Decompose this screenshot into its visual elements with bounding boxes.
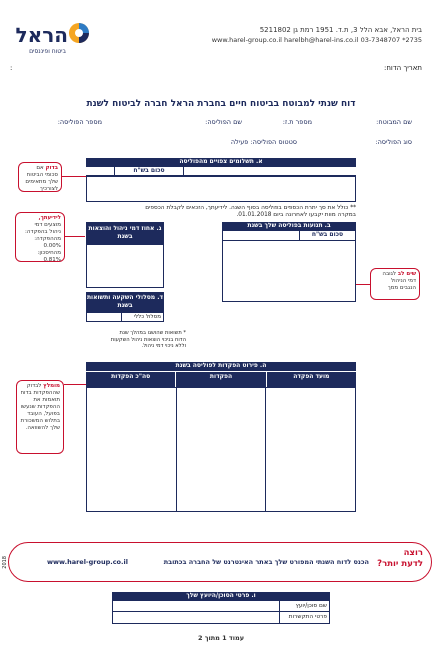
id-number-label: מספר ת.ז: [282, 118, 312, 126]
report-date-colon: : [10, 64, 13, 72]
section-c-title: ג. אחוז דמי ניהול והוצאות בשנת [86, 222, 164, 244]
note-fyi-connector [65, 236, 85, 237]
section-f-title: ו. פרטי הסוכן/היועץ שלך [112, 592, 330, 600]
banner-text: הכנס לדוח השנתי המפורט שלך באתר האינטרנט של החברה בכתובת [163, 558, 369, 566]
footnote-line-1: ** כולל את סך יתרת הכספים בפוליסה בסוף השנה. לידיעתך, הזכאים לקבלת הכספים [145, 205, 356, 211]
section-f-table [112, 592, 330, 626]
section-e-col-date: מועד הפקדה [266, 372, 356, 387]
banner-want-more [377, 548, 423, 570]
report-date-label: תאריך הדוח: [383, 64, 422, 72]
note-fyi-line: מההפקדה: 0.00% [34, 236, 61, 249]
note-recommend-text: לבדוק שההפקדות בדוח תואמות את ההפקדות שנעשו בפועל, העובד בתלוש המשכורת שלך להשוואה. [20, 383, 60, 431]
section-a-footnote [81, 205, 356, 219]
note-fyi [15, 212, 65, 262]
section-b-table [222, 222, 356, 302]
logo-subtitle: ביטוח ופיננסים [29, 48, 66, 55]
note-check-bold: בדוק [45, 165, 58, 171]
page-number: עמוד 1 מתוך 2 [197, 634, 245, 642]
note-recommend [16, 380, 64, 454]
section-d-note: וללא ניכוי דמי ניהול. [141, 343, 186, 350]
note-recommend-connector [64, 384, 86, 385]
logo-text: הראל [15, 23, 68, 47]
note-fyi-bold: לידיעתך, [38, 215, 61, 221]
note-check-text: אם סכומי הביטוח שלך מתאימים לצורכיך [25, 165, 58, 192]
section-d-notes [86, 330, 186, 350]
policy-number-label: מספר הפוליסה: [57, 118, 102, 126]
company-logo [10, 22, 90, 56]
policy-name-label: שם הפוליסה: [205, 118, 242, 126]
note-check-connector [62, 176, 86, 177]
section-e-table [86, 362, 356, 512]
logo-icon [68, 22, 90, 44]
section-a-title: א. תשלומים צפויים מהפוליסה [86, 158, 356, 167]
section-b-col: סכום בש"ח [299, 231, 355, 240]
policy-type-label: סוג הפוליסה: [375, 138, 412, 146]
page-title: דוח שנתי למבוטח בביטוח חיים בחברת הראל חברה לביטוח לשנת [86, 99, 356, 109]
section-f-contact: פרטי התקשרות [279, 612, 329, 623]
company-address: בית הראל, אבא הלל 3, ת.ד. 1951 רמת גן 5211802 [259, 26, 422, 34]
note-fyi-line: מוצעים דמי [34, 222, 61, 228]
section-e-col-total: סה"כ הפקדות [111, 373, 151, 380]
footnote-line-2: במקרה מוות יקבעו לאחרונה ביום 01.01.2018. [236, 212, 356, 218]
section-e-col-deposits: הפקדות [175, 372, 265, 387]
section-d-row: מסלול כללי [121, 313, 163, 321]
section-b-title: ב. תנועות בפוליסה שלך בשנת [222, 222, 356, 231]
note-attention-bold: שים לב [397, 271, 416, 277]
section-a-table [86, 158, 356, 202]
section-e-title: ה. פירוט הפקדות לפוליסה בשנת [86, 362, 356, 371]
section-a-col: סכום בש"ח [114, 167, 184, 175]
note-attention [370, 268, 420, 300]
banner-want-more-line: רוצה [403, 548, 423, 558]
note-fyi-line: מהחיסכון: 0.81% [37, 250, 61, 263]
insured-name-label: שם המבוטח: [376, 118, 412, 126]
section-d-note: הדוח בניכוי הוצאות ניהול השקעות [110, 336, 186, 343]
side-code: 2018 [2, 556, 8, 569]
section-d-title: ד. מסלולי השקעה ותשואות בשנת [86, 292, 164, 312]
section-d-note: * תשואות שהושגו במהלך שנת [119, 330, 186, 336]
section-f-agent-name: שם סוכן/יועץ [279, 601, 329, 611]
section-c-table [86, 222, 164, 288]
section-d-table [86, 292, 164, 332]
banner-want-more-line: לדעת יותר? [377, 559, 423, 569]
banner-url-link[interactable]: www.harel-group.co.il [47, 558, 128, 566]
note-attention-connector [356, 284, 370, 285]
more-info-banner [8, 542, 432, 582]
policy-status-label: סטטוס הפוליסה: פעילה [230, 138, 297, 146]
note-recommend-bold: מומלץ [43, 383, 60, 389]
note-check [18, 162, 62, 192]
company-contacts: www.harel-group.co.il harelbh@harel-ins.co.il 03-7348707 *2735 [211, 36, 422, 44]
note-fyi-line: ניהול בהפקדה: [25, 229, 61, 235]
note-attention-text: לגובה דמי הניהול הנגבים ממך [382, 271, 416, 291]
